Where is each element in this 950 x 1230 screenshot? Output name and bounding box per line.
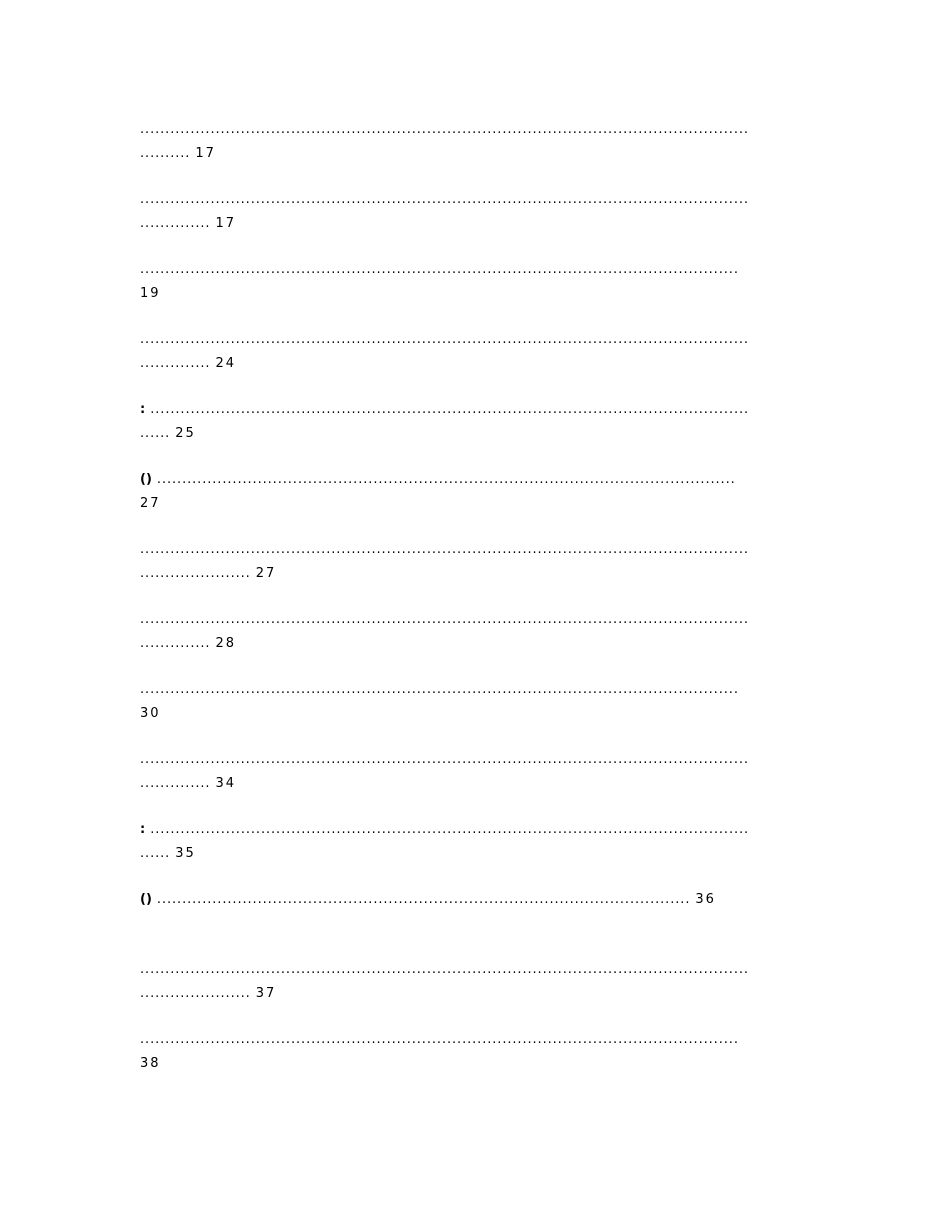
toc-leader-line bbox=[140, 678, 739, 702]
dot-leader: ................................................................................................................... bbox=[151, 472, 736, 487]
dot-leader: ......................................................................................................................... bbox=[140, 192, 749, 207]
toc-entry[interactable] bbox=[140, 608, 810, 678]
page-number: 28 bbox=[215, 636, 237, 651]
page-number: 25 bbox=[175, 426, 196, 441]
page-number: 30 bbox=[140, 706, 161, 721]
toc-leader-line bbox=[140, 818, 749, 842]
toc-prefix: : bbox=[140, 402, 146, 417]
page-number: 17 bbox=[215, 216, 237, 231]
toc-entry[interactable] bbox=[140, 678, 810, 748]
toc-leader-line bbox=[140, 258, 739, 282]
page-number: 27 bbox=[255, 566, 277, 581]
toc-leader-line bbox=[140, 398, 749, 422]
toc-leader-line bbox=[140, 608, 749, 632]
dot-leader: ......................................................................................................................... bbox=[140, 542, 749, 557]
dot-leader: ...................... bbox=[140, 986, 256, 1001]
toc-page-line bbox=[140, 842, 196, 866]
toc-leader-line bbox=[140, 748, 749, 772]
toc-page-line bbox=[140, 142, 216, 166]
dot-leader: ...... bbox=[140, 846, 176, 861]
toc-leader-line bbox=[140, 538, 749, 562]
toc-entry[interactable] bbox=[140, 1028, 810, 1098]
table-of-contents bbox=[140, 118, 810, 1098]
dot-leader: .............. bbox=[140, 636, 216, 651]
toc-page-line bbox=[140, 352, 236, 376]
page-number: 36 bbox=[695, 892, 716, 907]
toc-page-line bbox=[140, 422, 196, 446]
toc-leader-line bbox=[140, 1028, 739, 1052]
toc-leader-line bbox=[140, 958, 749, 982]
dot-leader: ......................................................................................................................... bbox=[140, 752, 749, 767]
dot-leader: ....................................................................................................................... bbox=[140, 262, 739, 277]
toc-leader-line bbox=[140, 118, 749, 142]
dot-leader: .......................................................................................................... bbox=[151, 892, 696, 907]
toc-leader-line bbox=[140, 468, 736, 492]
toc-page-line bbox=[140, 632, 236, 656]
dot-leader: .......... bbox=[140, 146, 196, 161]
toc-page-line bbox=[140, 982, 276, 1006]
page-number: 37 bbox=[255, 986, 277, 1001]
dot-leader: .............. bbox=[140, 356, 216, 371]
dot-leader: ......................................................................................................................... bbox=[140, 122, 749, 137]
toc-entry[interactable] bbox=[140, 398, 810, 468]
dot-leader: ....................................................................................................................... bbox=[140, 1032, 739, 1047]
toc-page-line bbox=[140, 212, 236, 236]
dot-leader: ......................................................................................................................... bbox=[140, 612, 749, 627]
dot-leader: ....................................................................................................................... bbox=[145, 402, 750, 417]
page-number: 38 bbox=[140, 1056, 161, 1071]
toc-prefix: : bbox=[140, 822, 146, 837]
page-number: 34 bbox=[215, 776, 237, 791]
page-number: 24 bbox=[215, 356, 237, 371]
page-number: 19 bbox=[140, 286, 161, 301]
toc-leader-line bbox=[140, 188, 749, 212]
toc-entry[interactable] bbox=[140, 538, 810, 608]
toc-entry[interactable] bbox=[140, 888, 810, 958]
dot-leader: ......................................................................................................................... bbox=[140, 332, 749, 347]
toc-prefix: () bbox=[140, 892, 152, 907]
dot-leader: .............. bbox=[140, 776, 216, 791]
dot-leader: ....................................................................................................................... bbox=[145, 822, 750, 837]
page-number: 27 bbox=[140, 496, 161, 511]
toc-leader-line bbox=[140, 888, 716, 912]
dot-leader: ...... bbox=[140, 426, 176, 441]
dot-leader: ....................................................................................................................... bbox=[140, 682, 739, 697]
toc-entry[interactable] bbox=[140, 188, 810, 258]
page-number: 35 bbox=[175, 846, 196, 861]
dot-leader: ......................................................................................................................... bbox=[140, 962, 749, 977]
toc-entry[interactable] bbox=[140, 468, 810, 538]
toc-entry[interactable] bbox=[140, 328, 810, 398]
dot-leader: .............. bbox=[140, 216, 216, 231]
dot-leader: ...................... bbox=[140, 566, 256, 581]
toc-page-line bbox=[140, 702, 161, 726]
toc-page-line bbox=[140, 562, 276, 586]
toc-entry[interactable] bbox=[140, 258, 810, 328]
toc-leader-line bbox=[140, 328, 749, 352]
toc-page-line bbox=[140, 492, 161, 516]
toc-entry[interactable] bbox=[140, 748, 810, 818]
toc-entry[interactable] bbox=[140, 818, 810, 888]
toc-page-line bbox=[140, 282, 161, 306]
toc-entry[interactable] bbox=[140, 118, 810, 188]
toc-prefix: () bbox=[140, 472, 152, 487]
toc-page-line bbox=[140, 1052, 161, 1076]
toc-entry[interactable] bbox=[140, 958, 810, 1028]
toc-page-line bbox=[140, 772, 236, 796]
page-number: 17 bbox=[195, 146, 216, 161]
